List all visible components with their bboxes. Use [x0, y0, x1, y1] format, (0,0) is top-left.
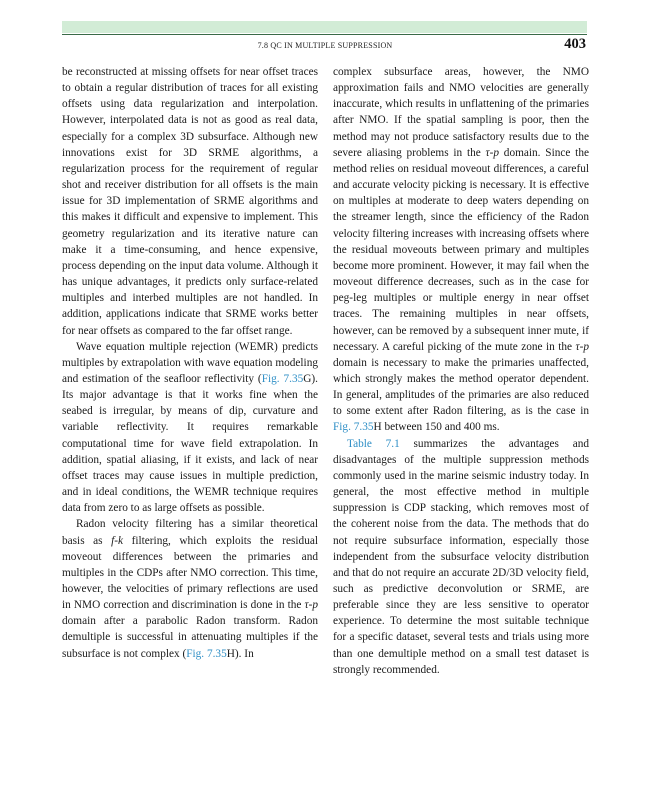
text-segment: H between 150 and 400 ms. — [373, 421, 500, 434]
paragraph-wemr — [62, 339, 318, 517]
table-link[interactable]: Table 7.1 — [347, 437, 400, 450]
text-segment: domain is necessary to make the primaries unaffected, which strongly makes the method operator dependent. In general, amplitudes of the primaries are also reduced to some extent after Radon filtering, as is the case in — [333, 356, 589, 418]
header-rule — [62, 34, 587, 35]
paragraph-radon-continued — [333, 64, 589, 436]
paragraph-summary — [333, 436, 589, 678]
figure-link[interactable]: Fig. 7.35 — [333, 421, 374, 434]
figure-link[interactable]: Fig. 7.35 — [186, 647, 227, 660]
paragraph-srme-continued: be reconstructed at missing offsets for near offset traces to obtain a regular distribution of traces for all existing offsets using data regularization and interpolation. However, interpolated data is not as good as real data, especially for a complex 3D subsurface. Although new innovations exist for 3D SRME algorithms, a regularization process for the requirement of regular shot and receiver distribution for all offsets is the main issue for 3D implementation of SRME algorithms and this makes it difficult and expensive to implement. This geometry regularization and its iterative nature can make it a time-consuming, and hence expensive, process depending on the input data volume. Although it has unique advantages, it predicts only surface-related multiples and interbed multiples are not handled. In addition, applications indicate that SRME works better for near offsets as compared to the far offset range. — [62, 66, 318, 337]
text-segment: G). Its major advantage is that it works fine when the seabed is irregular, by means of dip, curvature and variable reflectivity. It requires remarkable computational time for wave field extrapolation. In addition, spatial aliasing, if it exists, and lack of near offset traces may cause issues in multiple prediction, and in ideal conditions, the WEMR technique requires data from zero to as large offsets as possible. — [62, 372, 318, 515]
text-segment: Wave equation multiple rejection (WEMR) predicts multiples by extrapolation with wave equation modeling and estimation of the seafloor reflectivity ( — [62, 340, 318, 385]
paragraph-radon — [62, 516, 318, 661]
text-segment: domain. Since the method relies on residual moveout differences, a careful and accurate velocity picking is necessary. It is effective on multiples at moderate to deep waters depending on the streamer length, since the efficiency of the Radon velocity filtering increases with increasing offsets where the residual moveouts between primary and multiples become more prominent. However, it may fail when the moveout difference decreases, such as in the case for peg-leg multiples or multiple energy in near offset traces. The remaining multiples in near offsets, however, can be removed by a subsequent inner mute, if necessary. A careful picking of the mute zone in the — [333, 146, 589, 353]
italic-term: f-k — [111, 534, 124, 547]
running-head: 7.8 QC IN MULTIPLE SUPPRESSION — [257, 41, 393, 50]
italic-term: τ-p — [575, 340, 589, 353]
header-band — [62, 21, 587, 33]
text-segment: Radon velocity filtering has a similar theoretical basis as — [62, 518, 318, 547]
italic-term: τ-p — [304, 599, 318, 612]
left-column — [62, 64, 318, 662]
text-segment: domain after a parabolic Radon transform. Radon demultiple is successful in attenuating multiples if the subsurface is not complex ( — [62, 615, 318, 660]
text-segment: complex subsurface areas, however, the NMO approximation fails and NMO velocities are generally inaccurate, which results in unflattening of the primaries after NMO. If the spatial sampling is poor, then the method may not produce satisfactory results due to the severe aliasing problems in the — [333, 66, 589, 159]
page-number: 403 — [564, 36, 586, 52]
text-segment: filtering, which exploits the residual moveout differences between the primaries and multiples in the CDPs after NMO correction. This time, however, the velocities of primary reflections are used in NMO correction and discrimination is done in the — [62, 534, 318, 612]
italic-term: τ-p — [485, 146, 500, 159]
text-segment: H). In — [226, 647, 254, 660]
figure-link[interactable]: Fig. 7.35 — [261, 372, 304, 385]
right-column — [333, 64, 589, 678]
text-segment: summarizes the advantages and disadvantages of the multiple suppression methods commonly used in the marine seismic industry today. In general, the most effective method in multiple suppression is CDP stacking, which removes most of the coherent noise from the data. The methods that do not require subsurface information, especially those independent from the subsurface velocity distribution and that do not require an accurate 2D/3D velocity field, such as predictive deconvolution or SRME, are preferable since they are less sensitive to operator experience. To determine the most suitable technique for a specific dataset, several tests and trials using more than one demultiple method on a small test dataset is strongly recommended. — [333, 437, 589, 676]
